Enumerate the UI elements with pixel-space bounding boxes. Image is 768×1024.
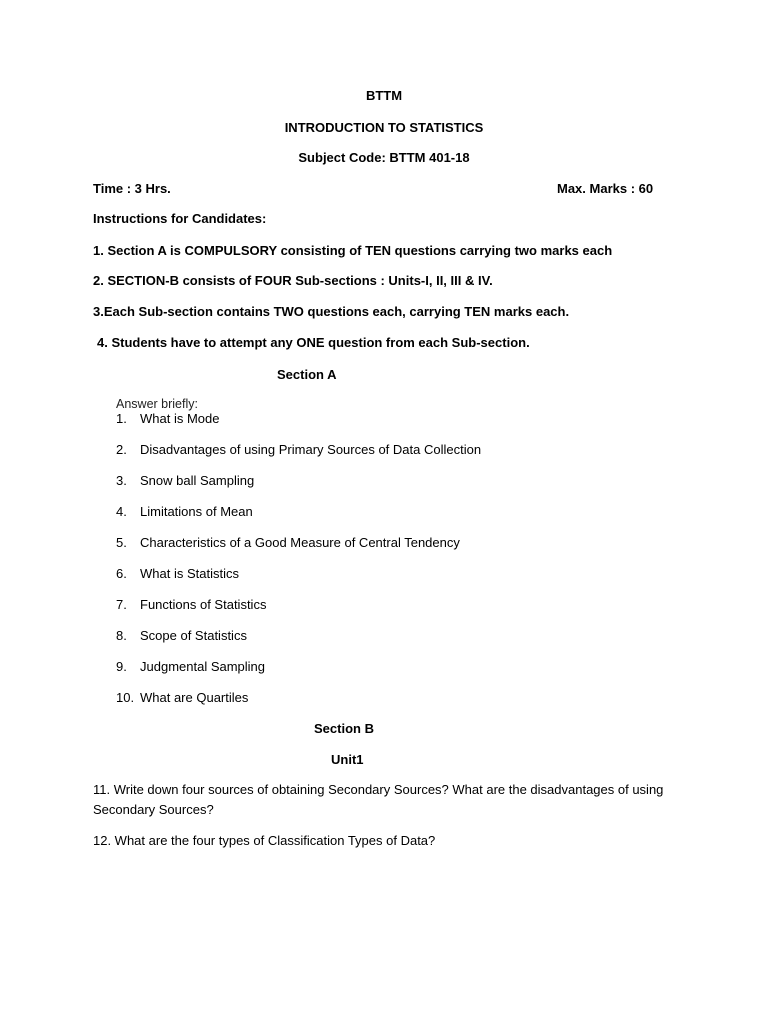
instruction-item: 3.Each Sub-section contains TWO questions each, carrying TEN marks each. — [93, 304, 570, 319]
question-11-line-1: 11. Write down four sources of obtaining Secondary Sources? What are the disadvantages of using — [93, 782, 664, 797]
course-title: INTRODUCTION TO STATISTICS — [284, 120, 484, 135]
question-number: 3. — [116, 473, 127, 488]
question-number: 5. — [116, 535, 127, 550]
subject-code: Subject Code: BTTM 401-18 — [298, 150, 470, 165]
instruction-item: 1. Section A is COMPULSORY consisting of TEN questions carrying two marks each — [93, 243, 613, 258]
instruction-item: 4. Students have to attempt any ONE question from each Sub-section. — [97, 335, 530, 350]
answer-prompt: Answer briefly: — [116, 397, 198, 411]
question-11-line-2: Secondary Sources? — [93, 802, 214, 817]
question-number: 7. — [116, 597, 127, 612]
question-text: What are Quartiles — [140, 690, 249, 705]
question-number: 8. — [116, 628, 127, 643]
question-text: What is Statistics — [140, 566, 239, 581]
question-number: 4. — [116, 504, 127, 519]
question-text: What is Mode — [140, 411, 220, 426]
question-number: 10. — [116, 690, 135, 705]
section-a-title: Section A — [277, 367, 337, 382]
question-text: Snow ball Sampling — [140, 473, 255, 488]
question-text: Characteristics of a Good Measure of Central Tendency — [140, 535, 460, 550]
question-number: 6. — [116, 566, 127, 581]
instructions-heading: Instructions for Candidates: — [93, 211, 267, 226]
program-title: BTTM — [365, 88, 403, 103]
time-allowed: Time : 3 Hrs. — [93, 181, 171, 196]
question-number: 2. — [116, 442, 127, 457]
question-text: Limitations of Mean — [140, 504, 253, 519]
question-text: Functions of Statistics — [140, 597, 267, 612]
section-b-title: Section B — [314, 721, 374, 736]
unit-heading: Unit1 — [331, 752, 364, 767]
instruction-item: 2. SECTION-B consists of FOUR Sub-sections : Units-I, II, III & IV. — [93, 273, 493, 288]
question-12: 12. What are the four types of Classification Types of Data? — [93, 833, 436, 848]
question-text: Scope of Statistics — [140, 628, 247, 643]
question-number: 1. — [116, 411, 127, 426]
question-text: Disadvantages of using Primary Sources of Data Collection — [140, 442, 482, 457]
question-number: 9. — [116, 659, 127, 674]
question-text: Judgmental Sampling — [140, 659, 266, 674]
max-marks: Max. Marks : 60 — [557, 181, 654, 196]
